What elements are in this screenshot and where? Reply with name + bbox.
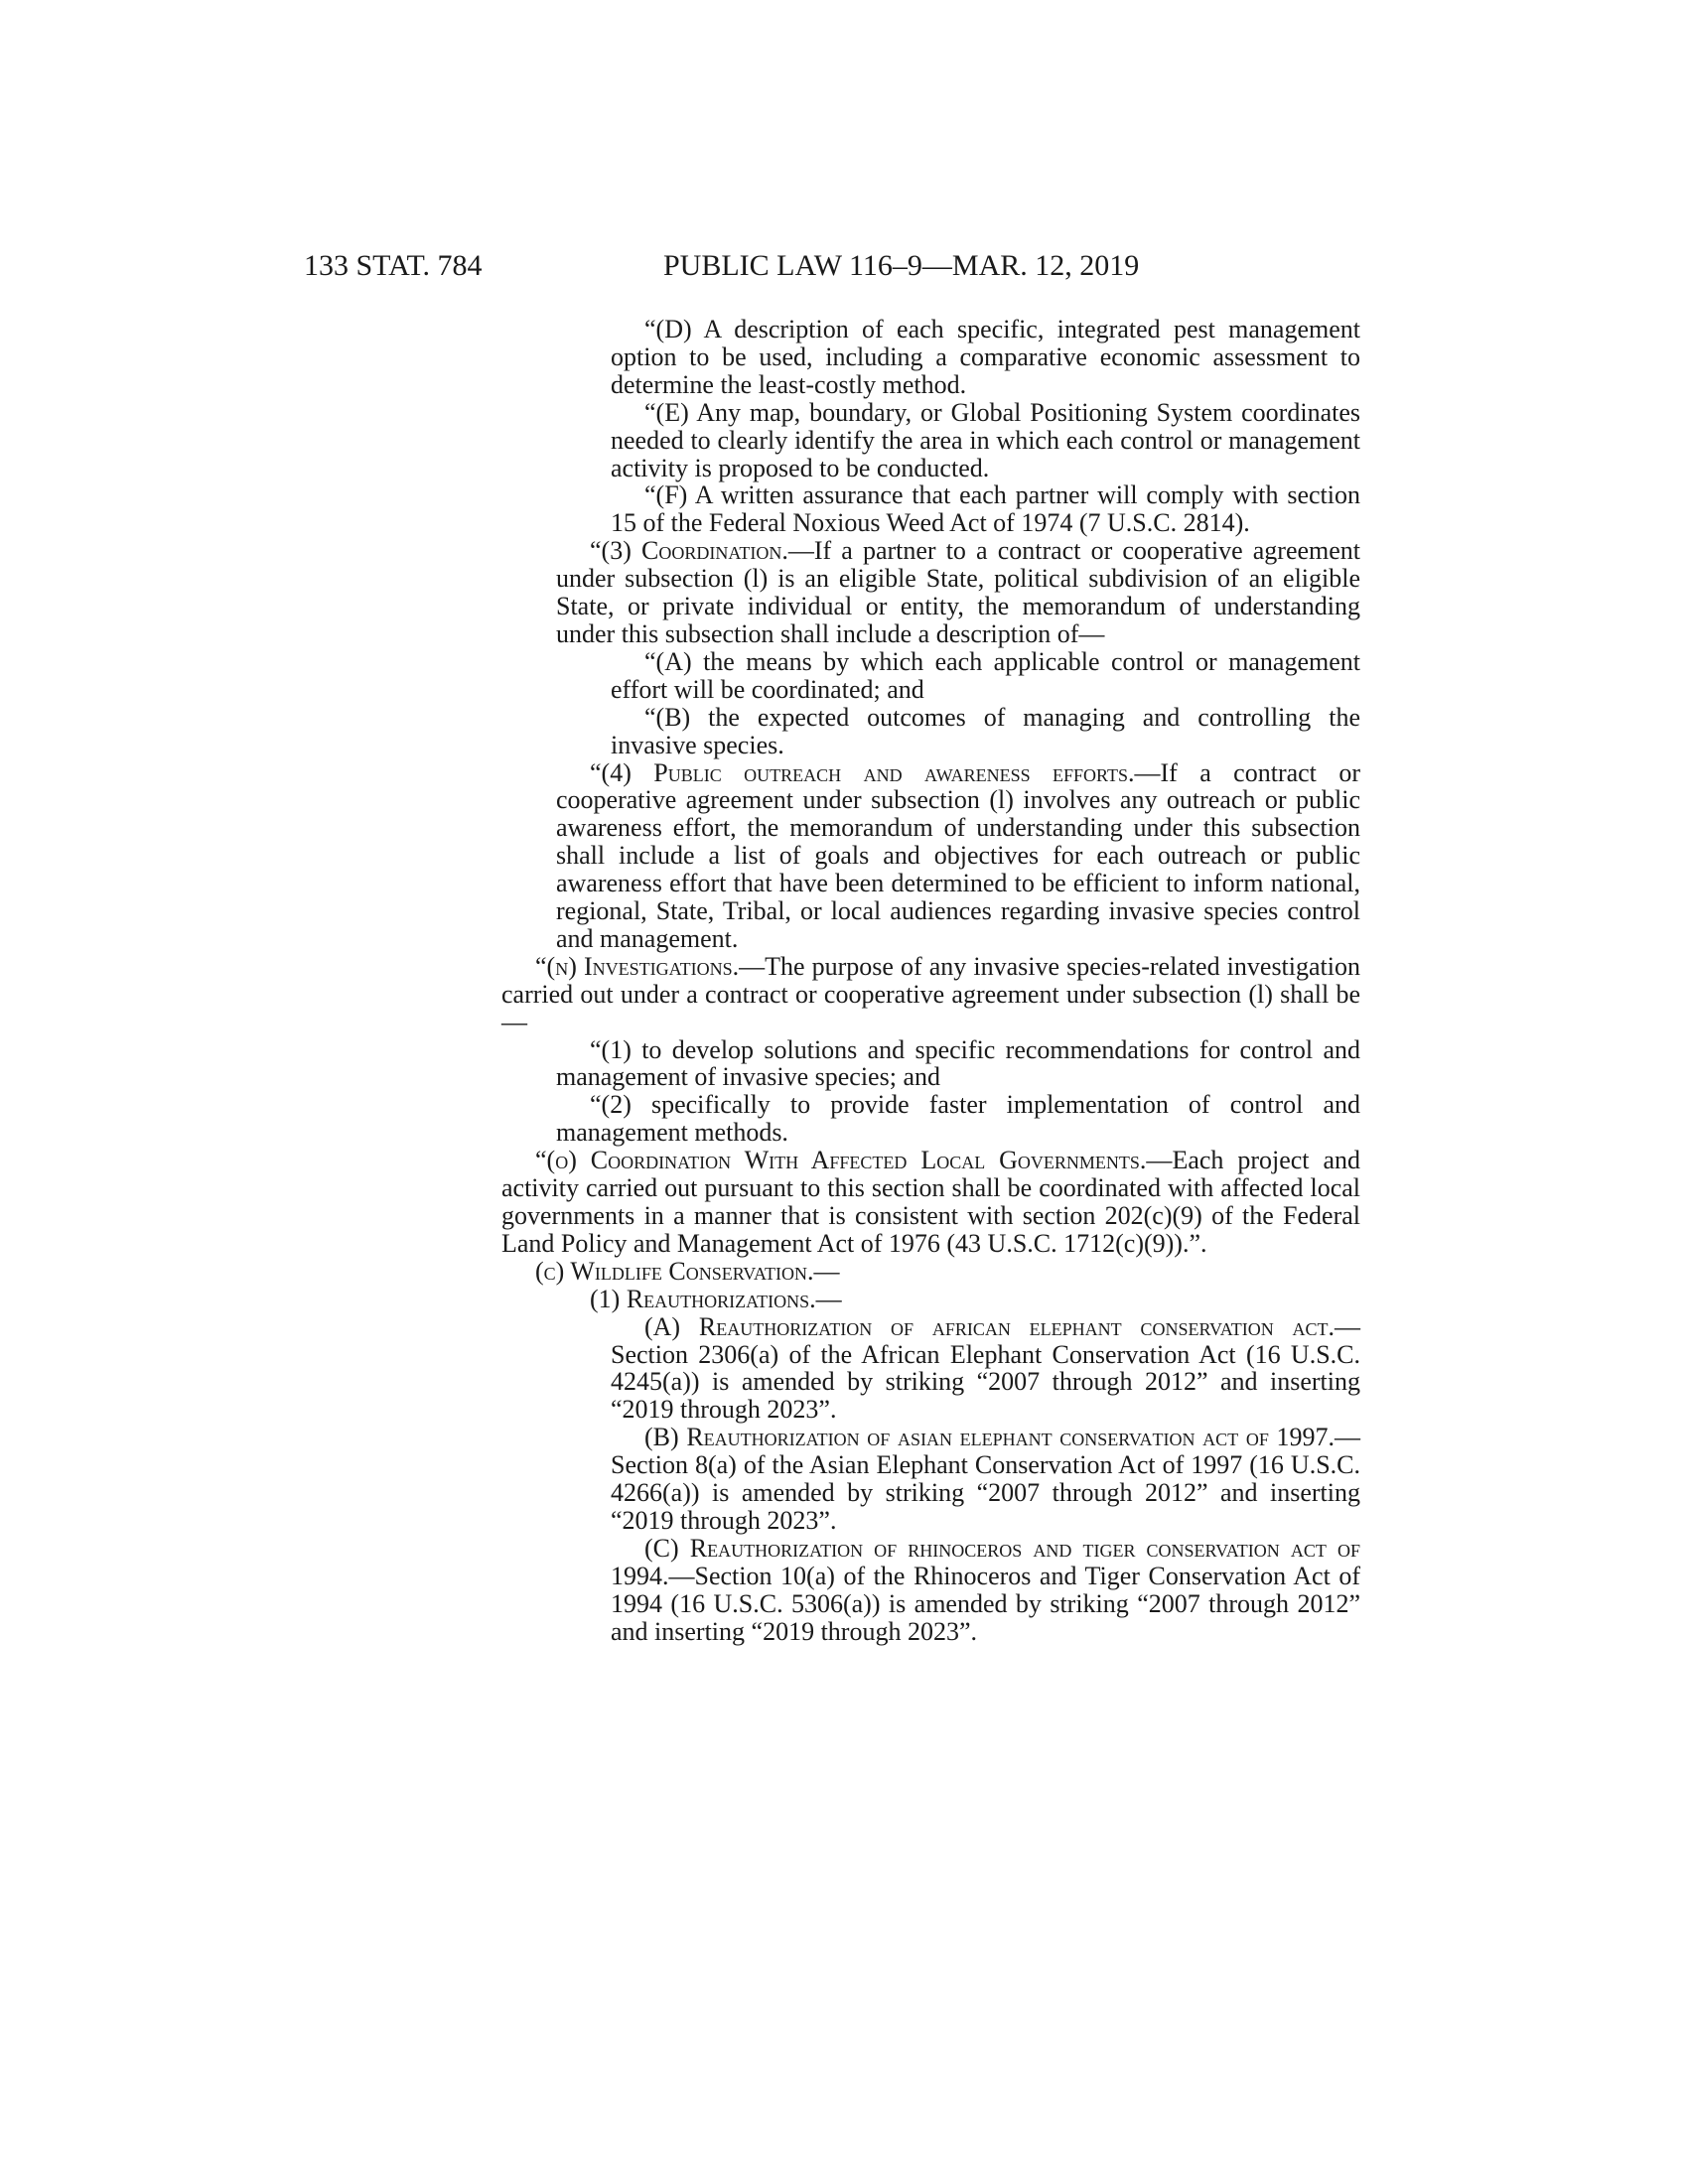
paragraph-1-reauthorizations (501, 1286, 1360, 1313)
heading-investigations: “(n) Investigations.— (535, 951, 766, 981)
subsection-c-wildlife (501, 1258, 1360, 1286)
statute-text (501, 316, 1360, 1646)
paragraph-3b: “(B) the expected outcomes of managing and controlling the invasive species. (611, 702, 1360, 759)
stat-page-number: 133 STAT. 784 (304, 249, 483, 282)
paragraph-n2: “(2) specifically to provide faster implementation of control and management methods. (556, 1090, 1360, 1148)
heading-african-elephant: (A) Reauthorization of african elephant conservation act.— (644, 1311, 1360, 1341)
heading-reauthorizations: (1) Reauthorizations.— (590, 1284, 842, 1313)
heading-public-outreach: “(4) Public outreach and awareness efforts.— (590, 757, 1161, 787)
paragraph-3a: “(A) the means by which each applicable control or management effort will be coordinated; and (611, 646, 1360, 704)
heading-coordination-local-gov: “(o) Coordination With Affected Local Governments.— (535, 1146, 1173, 1175)
subsection-n-investigations: “(n) Investigations.—The purpose of any invasive species-related investigation carried out under a contract or cooperative agreement under subsection (l) shall be— (501, 951, 1360, 1036)
heading-wildlife-conservation: (c) Wildlife Conservation.— (535, 1256, 840, 1286)
subsection-o-coordination: “(o) Coordination With Affected Local Governments.—Each project and activity carried out pursuant to this section shall be coordinated with affected local governments in a manner that is consistent with section 202(c)(9) of the Federal Land Policy and Management Act of 1976 (43 U.S.C. 1712(c)(9)).”. (501, 1146, 1360, 1258)
public-law-date: PUBLIC LAW 116–9—MAR. 12, 2019 (663, 249, 1140, 282)
page-header (304, 246, 1360, 286)
paragraph-4-outreach: “(4) Public outreach and awareness efforts.—If a contract or cooperative agreement under subsection (l) involves any outreach or public awareness effort, the memorandum of understanding under this subsection shall include a list of goals and objectives for each outreach or public awareness effort that have been determined to be efficient to inform national, regional, State, Tribal, or local audiences regarding invasive species control and management. (556, 757, 1360, 953)
heading-asian-elephant: (B) Reauthorization of asian elephant conservation act of 1997.— (644, 1423, 1360, 1452)
heading-rhino-tiger: (C) Reauthorization of rhinoceros and tiger conservation act of 1994.— (611, 1533, 1360, 1590)
paragraph-3-coordination: “(3) Coordination.—If a partner to a contract or cooperative agreement under subsection (l) is an eligible State, political subdivision of an eligible State, or private individual or entity, the memorandum of understanding under this subsection shall include a description of— (556, 536, 1361, 648)
paragraph-b-asian-elephant: (B) Reauthorization of asian elephant conservation act of 1997.—Section 8(a) of the Asian Elephant Conservation Act of 1997 (16 U.S.C. 4266(a)) is amended by striking “2007 through 2012” and inserting “2019 through 2023”. (611, 1423, 1360, 1535)
heading-coordination: “(3) Coordination.— (590, 536, 814, 566)
paragraph-e: “(E) Any map, boundary, or Global Positioning System coordinates needed to clearly identify the area in which each control or management activity is proposed to be conducted. (611, 397, 1360, 482)
paragraph-n1: “(1) to develop solutions and specific recommendations for control and management of invasive species; and (556, 1034, 1360, 1092)
paragraph-f: “(F) A written assurance that each partner will comply with section 15 of the Federal Noxious Weed Act of 1974 (7 U.S.C. 2814). (611, 480, 1360, 538)
paragraph-c-rhino-tiger: (C) Reauthorization of rhinoceros and tiger conservation act of 1994.—Section 10(a) of the Rhinoceros and Tiger Conservation Act of 1994 (16 U.S.C. 5306(a)) is amended by striking “2007 through 2012” and inserting “2019 through 2023”. (611, 1533, 1360, 1646)
paragraph-d: “(D) A description of each specific, integrated pest management option to be used, including a comparative economic assessment to determine the least-costly method. (611, 315, 1360, 399)
paragraph-a-african-elephant: (A) Reauthorization of african elephant conservation act.—Section 2306(a) of the African Elephant Conservation Act (16 U.S.C. 4245(a)) is amended by striking “2007 through 2012” and inserting “2019 through 2023”. (611, 1311, 1360, 1425)
